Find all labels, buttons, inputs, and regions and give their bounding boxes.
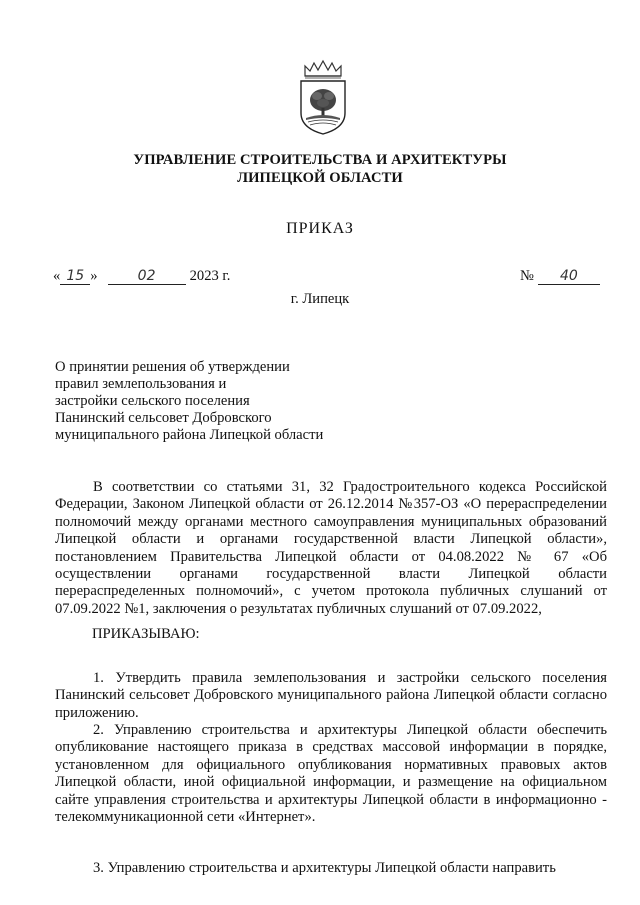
number-value: 40 — [538, 269, 600, 285]
subject-line: правил землепользования и — [55, 376, 227, 392]
order-item-2: 2. Управлению строительства и архитектуры Липецкой области обеспечить опубликование настоящего приказа в средствах массовой информации в порядке, установленном для официального опубликования нормативных правовых актов Липецкой области, иной официальной информации, и размещение на официальном сайте управления строительства и архитектуры Липецкой области в информационно - телекоммуникационной сети «Интернет». — [55, 722, 607, 826]
date-year: 2023 г. — [189, 268, 231, 284]
order-item-3: 3. Управлению строительства и архитектуры Липецкой области направить — [93, 860, 556, 876]
legal-basis-paragraph: В соответствии со статьями 31, 32 Градостроительного кодекса Российской Федерации, Законом Липецкой области от 26.12.2014 №357-ОЗ «О перераспределении полномочий между органами местного самоуправления муниципальных образований Липецкой области и органами государственной власти Липецкой области», постановлением Правительства Липецкой области от 04.08.2022 № 67 «Об осуществлении органами государственной власти Липецкой области перераспределенных полномочий», с учетом протокола публичных слушаний от 07.09.2022 №1, заключения о результатах публичных слушаний от 07.09.2022, — [55, 479, 607, 617]
document-subject — [55, 359, 355, 444]
number-label: № — [520, 268, 534, 284]
document-type-title: ПРИКАЗ — [286, 220, 354, 237]
order-item-1: 1. Утвердить правила землепользования и застройки сельского поселения Панинский сельсовет Добровского муниципального района Липецкой области согласно приложению. — [55, 670, 607, 721]
date-month: 02 — [108, 269, 186, 285]
subject-line: муниципального района Липецкой области — [55, 427, 324, 443]
organization-name-line1: УПРАВЛЕНИЕ СТРОИТЕЛЬСТВА И АРХИТЕКТУРЫ — [133, 152, 507, 168]
decree-heading: ПРИКАЗЫВАЮ: — [92, 626, 200, 642]
date-quote-open: « — [53, 268, 61, 284]
lipetsk-coat-of-arms-icon — [296, 58, 350, 136]
date-quote-close: » — [90, 268, 98, 284]
subject-line: застройки сельского поселения — [55, 393, 250, 409]
organization-name-line2: ЛИПЕЦКОЙ ОБЛАСТИ — [237, 170, 403, 186]
subject-line: Панинский сельсовет Добровского — [55, 410, 272, 426]
document-city: г. Липецк — [290, 291, 350, 307]
subject-line: О принятии решения об утверждении — [55, 359, 290, 375]
document-date — [53, 268, 230, 285]
date-day: 15 — [60, 269, 90, 285]
document-number — [520, 268, 600, 285]
